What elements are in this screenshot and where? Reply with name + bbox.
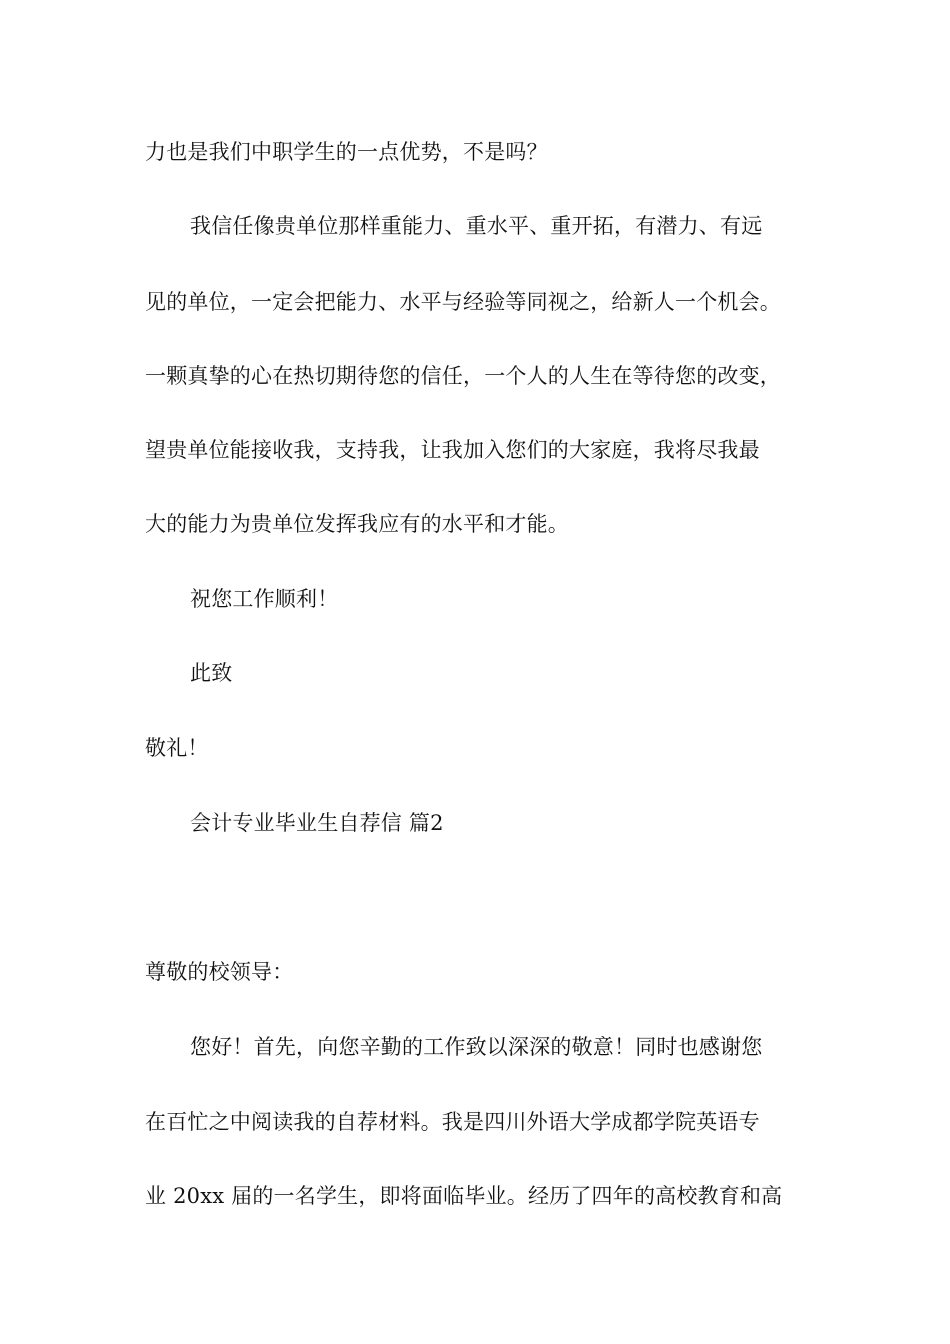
paragraph-line: 业 20xx 届的一名学生，即将面临毕业。经历了四年的高校教育和高 (145, 1184, 783, 1208)
paragraph-line: 我信任像贵单位那样重能力、重水平、重开拓，有潜力、有远 (190, 214, 763, 238)
letter-greeting: 尊敬的校领导： (145, 960, 294, 984)
paragraph-line: 大的能力为贵单位发挥我应有的水平和才能。 (145, 512, 569, 536)
paragraph-line: 您好！首先，向您辛勤的工作致以深深的敬意！同时也感谢您 (190, 1035, 763, 1059)
closing-salutation: 此致 (190, 661, 233, 685)
closing-regards: 敬礼！ (145, 736, 209, 760)
paragraph-line: 一颗真挚的心在热切期待您的信任，一个人的人生在等待您的改变， (145, 364, 781, 388)
paragraph-line: 见的单位，一定会把能力、水平与经验等同视之，给新人一个机会。 (145, 290, 781, 314)
closing-wish: 祝您工作顺利！ (190, 587, 339, 611)
paragraph-line: 在百忙之中阅读我的自荐材料。我是四川外语大学成都学院英语专 (145, 1110, 760, 1134)
section-heading: 会计专业毕业生自荐信 篇2 (190, 811, 444, 835)
paragraph-line: 力也是我们中职学生的一点优势，不是吗？ (145, 140, 548, 164)
paragraph-line: 望贵单位能接收我，支持我，让我加入您们的大家庭，我将尽我最 (145, 438, 760, 462)
